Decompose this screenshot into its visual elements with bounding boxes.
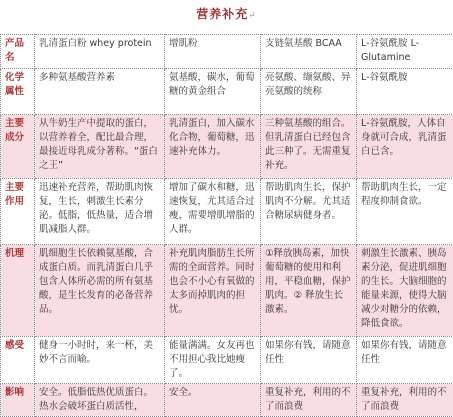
paragraph-mark-icon: ↵ xyxy=(248,11,257,21)
table-cell: 重复补充，利用的不了而浪费 xyxy=(261,384,357,417)
table-cell: 刺激生长激素、胰岛素分泌，促进肌细胞的生长。大脑细胞的能量来源，使得大脑减少对糖分的依赖，降低食欲。 xyxy=(357,245,453,337)
table-cell: 肌细胞生长依赖氨基酸，合成蛋白质。而乳清蛋白几乎包含人体所必需的所有氨基酸，是生长发育的必备营养品。 xyxy=(35,245,165,337)
table-cell: 迅速补充营养，帮助肌肉恢复，生长，刺激生长素分泌。低脂，低热量，适合增肌减脂人群。 xyxy=(35,179,165,245)
table-cell: L-谷氨酰胺，人体自身就可合成，乳清蛋白已含。 xyxy=(357,115,453,179)
supplement-table xyxy=(0,34,453,417)
table-cell: 增加了碳水和糖，迅速恢复，尤其适合过瘦，需要增肌增脂的人群。 xyxy=(165,179,261,245)
table-header-row xyxy=(1,35,453,69)
table-cell: 安全。 xyxy=(165,384,261,417)
table-cell: 能量满满。女友再也不用担心我比她瘦了。 xyxy=(165,337,261,384)
table-cell: 氨基酸，碳水，葡萄糖的黄金组合 xyxy=(165,69,261,115)
page-title-text: 营养补充 xyxy=(196,7,248,21)
header-mass-gainer: 增肌粉 xyxy=(165,35,261,69)
row-label: 感受 xyxy=(1,337,35,384)
header-product-name: 产品名 xyxy=(1,35,35,69)
table-cell: 从牛奶生产中提取的蛋白，以营养着全，配比最合理，最接近母乳成分著称。“蛋白之王” xyxy=(35,115,165,179)
table-cell: 多种氨基酸营养素 xyxy=(35,69,165,115)
table-row-chemical xyxy=(1,69,453,115)
row-label: 主要作用 xyxy=(1,179,35,245)
header-bcaa: 支链氨基酸 BCAA xyxy=(261,35,357,69)
table-cell: 补充肌肉脂肪生长所需的全面营养。同时也会不小心有氧做的太多而掉肌肉的担忧。 xyxy=(165,245,261,337)
table-cell: 三种氨基酸的组合。但乳清蛋白已经包含此三种了。无需重复补充。 xyxy=(261,115,357,179)
table-row-feeling xyxy=(1,337,453,384)
table-cell: 亮氨酸、缬氨酸、异亮氨酸的统称 xyxy=(261,69,357,115)
table-row-effects xyxy=(1,179,453,245)
header-glutamine: L-谷氨酰胺 L-Glutamine xyxy=(357,35,453,69)
table-cell: 乳清蛋白，加入碳水化合物，葡萄糖，迅速补充体力。 xyxy=(165,115,261,179)
table-cell: 帮助肌肉生长，一定程度抑制食欲。 xyxy=(357,179,453,245)
page-title xyxy=(0,5,453,22)
row-label: 影响 xyxy=(1,384,35,417)
table-cell: 重复补充，利用的不了而浪费 xyxy=(357,384,453,417)
table-cell: 如果你有钱，请随意任性 xyxy=(357,337,453,384)
table-row-impact xyxy=(1,384,453,417)
header-whey-protein: 乳清蛋白粉 whey protein xyxy=(35,35,165,69)
table-cell: 帮助肌肉生长，保护肌肉不分解。尤其适合糖尿病健身者。 xyxy=(261,179,357,245)
table-cell: 健身一小时时，来一杯，美妙不言而喻。 xyxy=(35,337,165,384)
table-row-ingredients xyxy=(1,115,453,179)
table-cell: ①释放胰岛素，加快葡萄糖的使用和利用，平稳血糖，保护肌肉。② 释放生长激素。 xyxy=(261,245,357,337)
table-cell: L-谷氨酰胺 xyxy=(357,69,453,115)
table-cell: 如果你有钱，请随意任性 xyxy=(261,337,357,384)
table-row-mechanism xyxy=(1,245,453,337)
table-cell: 安全。低脂低热优质蛋白。热水会破坏蛋白质活性， xyxy=(35,384,165,417)
row-label: 主要成分 xyxy=(1,115,35,179)
row-label: 化学属性 xyxy=(1,69,35,115)
row-label: 机理 xyxy=(1,245,35,337)
